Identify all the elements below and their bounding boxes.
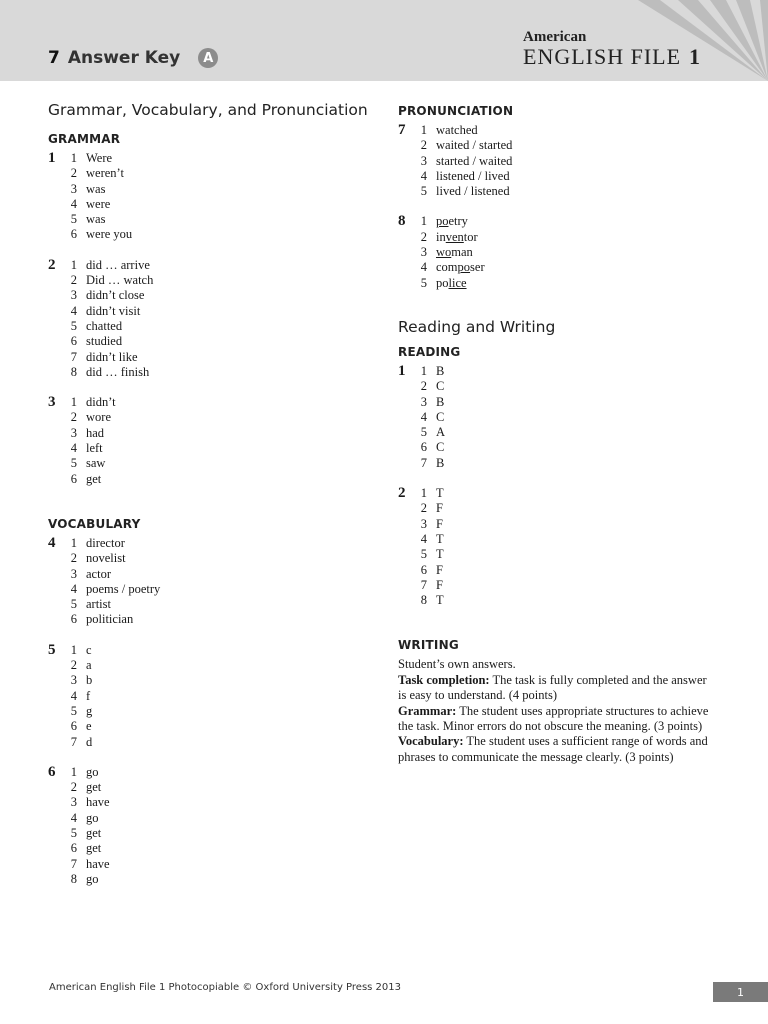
syllable-pre: com: [436, 260, 458, 275]
item-answer: were: [86, 196, 111, 211]
item-answer: go: [86, 871, 99, 886]
stressed-syllable: po: [436, 214, 449, 229]
item-answer: didn’t close: [86, 288, 145, 303]
answer-item: [413, 486, 728, 501]
answer-item: [63, 582, 368, 597]
answer-item: [63, 597, 368, 612]
grammar-text: The student uses appropriate structures to achieve the task. Minor errors do not obscure the meaning. (3 points): [398, 703, 709, 734]
answer-item: [413, 563, 728, 578]
answer-item: [413, 395, 728, 410]
answer-item: [63, 811, 368, 826]
item-number: 3: [420, 153, 427, 168]
reading-exercise-1: [398, 364, 728, 471]
item-number: 6: [70, 719, 77, 734]
answer-item: [63, 166, 368, 181]
item-answer: B: [436, 455, 445, 470]
item-answer: F: [436, 501, 443, 516]
item-answer: A: [436, 425, 446, 440]
item-answer: have: [86, 795, 110, 810]
item-answer: f: [86, 688, 91, 703]
answer-item: [63, 795, 368, 810]
item-number: 3: [70, 181, 77, 196]
item-number: 6: [70, 334, 77, 349]
answer-item: [63, 319, 368, 334]
item-number: 2: [420, 138, 427, 153]
answer-item: [63, 258, 368, 273]
answer-item: [413, 517, 728, 532]
brand-top: American: [523, 29, 587, 45]
item-number: 3: [70, 425, 77, 440]
vocab-label: Vocabulary:: [398, 734, 464, 749]
item-number: 6: [420, 562, 427, 577]
answer-item: [413, 169, 728, 184]
answer-item: [413, 364, 728, 379]
item-answer: did … finish: [86, 364, 150, 379]
item-answer: [436, 245, 473, 260]
item-number: 4: [420, 260, 427, 275]
item-number: 3: [420, 394, 427, 409]
syllable-post: etry: [448, 214, 468, 229]
item-number: 4: [70, 581, 77, 596]
item-number: 2: [70, 780, 77, 795]
answer-list: [63, 151, 368, 243]
item-answer: T: [436, 531, 444, 546]
answer-item: [63, 350, 368, 365]
answer-item: [413, 547, 728, 562]
item-number: 5: [70, 318, 77, 333]
item-answer: b: [86, 673, 93, 688]
item-number: 5: [420, 547, 427, 562]
item-number: 8: [420, 593, 427, 608]
version-badge: A: [198, 48, 218, 68]
item-answer: F: [436, 577, 443, 592]
item-number: 3: [420, 516, 427, 531]
page-footer: [49, 982, 401, 993]
vocabulary-criterion: [398, 734, 713, 765]
item-number: 3: [70, 566, 77, 581]
item-answer: artist: [86, 597, 111, 612]
item-answer: B: [436, 394, 445, 409]
exercise-4: [48, 536, 368, 628]
item-answer: [436, 260, 485, 275]
item-number: 1: [70, 257, 77, 272]
brand-main-text: ENGLISH FILE: [523, 44, 682, 69]
item-number: 2: [70, 166, 77, 181]
task-completion-criterion: [398, 673, 713, 704]
item-answer: c: [86, 642, 92, 657]
exercise-6: [48, 765, 368, 887]
answer-item: [63, 441, 368, 456]
answer-item: [413, 154, 728, 169]
exercise-5: [48, 643, 368, 750]
answer-item: [63, 689, 368, 704]
answer-item: [63, 197, 368, 212]
answer-list: [413, 123, 728, 199]
reading-exercise-2: [398, 486, 728, 608]
item-answer: get: [86, 471, 102, 486]
item-number: 5: [70, 825, 77, 840]
vocabulary-heading: VOCABULARY: [48, 516, 141, 531]
item-number: 2: [70, 410, 77, 425]
exercise-8: [398, 214, 728, 290]
item-number: 4: [420, 168, 427, 183]
answer-item: [63, 151, 368, 166]
item-number: 2: [420, 379, 427, 394]
item-answer: was: [86, 181, 106, 196]
item-number: 1: [420, 363, 427, 378]
exercise-number: 6: [48, 763, 56, 780]
answer-item: [63, 227, 368, 242]
item-number: 7: [420, 455, 427, 470]
answer-item: [63, 536, 368, 551]
item-answer: studied: [86, 334, 123, 349]
item-answer: were you: [86, 227, 133, 242]
stress-answer-list: [413, 214, 728, 290]
footer-copyright: Photocopiable © Oxford University Press 2013: [165, 982, 401, 993]
item-answer: g: [86, 703, 93, 718]
answer-list: [63, 395, 368, 487]
vocab-text: The student uses a sufficient range of words and phrases to communicate the message clearly. (3 points): [398, 734, 708, 764]
item-answer: watched: [436, 123, 478, 137]
item-number: 4: [70, 688, 77, 703]
item-answer: lived / listened: [436, 184, 510, 199]
section-title-gvp: Grammar, Vocabulary, and Pronunciation: [48, 101, 368, 119]
stressed-syllable: ven: [445, 229, 464, 244]
answer-item: [63, 765, 368, 780]
item-number: 1: [420, 123, 427, 137]
answer-item: [413, 379, 728, 394]
item-number: 1: [70, 535, 77, 550]
answer-key-title: Answer Key: [67, 48, 181, 68]
answer-item: [63, 567, 368, 582]
answer-item: [63, 826, 368, 841]
item-number: 7: [70, 734, 77, 749]
left-column: [48, 100, 368, 902]
answer-item: [63, 410, 368, 425]
answer-item: [63, 551, 368, 566]
item-number: 2: [70, 551, 77, 566]
grammar-label: Grammar:: [398, 703, 457, 718]
right-column: [398, 104, 728, 765]
item-answer: [436, 276, 467, 291]
item-answer: left: [86, 441, 103, 456]
item-number: 1: [70, 151, 77, 165]
item-answer: chatted: [86, 318, 123, 333]
answer-item: [63, 841, 368, 856]
answer-list: [63, 643, 368, 750]
item-answer: a: [86, 658, 92, 673]
page-number: 1: [713, 982, 768, 1002]
item-answer: was: [86, 212, 106, 227]
item-answer: get: [86, 841, 102, 856]
item-answer: F: [436, 562, 443, 577]
item-answer: [436, 214, 468, 229]
item-number: 2: [420, 229, 427, 244]
exercise-3: [48, 395, 368, 487]
item-number: 4: [70, 441, 77, 456]
grammar-heading: GRAMMAR: [48, 132, 121, 146]
item-number: 5: [70, 456, 77, 471]
answer-list: [63, 258, 368, 380]
grammar-criterion: [398, 704, 713, 735]
item-number: 1: [420, 486, 427, 501]
exercise-number: 5: [48, 641, 56, 658]
answer-item: [413, 184, 728, 199]
answer-item: [63, 704, 368, 719]
answer-item: [63, 735, 368, 750]
exercise-number: 4: [48, 534, 56, 551]
unit-number: 7: [48, 48, 60, 68]
pronunciation-heading: PRONUNCIATION: [398, 104, 514, 118]
item-number: 7: [420, 577, 427, 592]
exercise-number: 1: [398, 362, 406, 379]
exercise-number: 2: [398, 485, 406, 502]
item-number: 5: [420, 275, 427, 290]
answer-item: [63, 182, 368, 197]
answer-item: [63, 612, 368, 627]
item-number: 1: [420, 214, 427, 229]
item-answer: d: [86, 734, 93, 749]
item-number: 7: [70, 349, 77, 364]
item-number: 8: [70, 871, 77, 886]
item-number: 2: [70, 658, 77, 673]
exercise-number: 8: [398, 213, 406, 230]
item-number: 5: [420, 425, 427, 440]
stressed-syllable: wo: [436, 245, 452, 260]
item-answer: F: [436, 516, 443, 531]
answer-item: [63, 334, 368, 349]
item-answer: started / waited: [436, 153, 513, 168]
syllable-pre: in: [436, 229, 446, 244]
answer-item: [413, 230, 728, 245]
answer-item: [413, 501, 728, 516]
exercise-7: [398, 123, 728, 199]
answer-item: [63, 273, 368, 288]
item-number: 4: [70, 196, 77, 211]
answer-item: [63, 395, 368, 410]
item-answer: have: [86, 856, 110, 871]
item-answer: novelist: [86, 551, 126, 566]
item-number: 6: [70, 612, 77, 627]
item-answer: C: [436, 379, 445, 394]
exercise-number: 7: [398, 122, 406, 138]
item-answer: C: [436, 440, 445, 455]
answer-item: [413, 260, 728, 275]
item-answer: poems / poetry: [86, 581, 161, 596]
answer-item: [63, 288, 368, 303]
item-answer: C: [436, 409, 445, 424]
item-number: 6: [420, 440, 427, 455]
item-number: 7: [70, 856, 77, 871]
item-answer: T: [436, 593, 444, 608]
item-answer: go: [86, 810, 99, 825]
answer-item: [413, 245, 728, 260]
item-number: 6: [70, 227, 77, 242]
item-answer: director: [86, 535, 125, 550]
answer-list: [63, 536, 368, 628]
item-number: 1: [70, 764, 77, 779]
item-answer: didn’t: [86, 395, 116, 410]
item-answer: [436, 230, 478, 245]
item-answer: T: [436, 547, 444, 562]
item-number: 4: [70, 810, 77, 825]
item-number: 5: [70, 597, 77, 612]
item-answer: T: [436, 486, 444, 501]
answer-item: [63, 456, 368, 471]
item-number: 3: [70, 795, 77, 810]
item-number: 3: [70, 673, 77, 688]
item-answer: e: [86, 719, 92, 734]
answer-list: [413, 486, 728, 608]
answer-item: [63, 719, 368, 734]
answer-item: [413, 532, 728, 547]
item-number: 2: [70, 273, 77, 288]
item-answer: listened / lived: [436, 168, 510, 183]
item-number: 4: [70, 303, 77, 318]
item-number: 6: [70, 471, 77, 486]
answer-item: [413, 276, 728, 291]
answer-item: [413, 410, 728, 425]
item-number: 4: [420, 409, 427, 424]
unit-title: [48, 48, 218, 68]
answer-item: [63, 658, 368, 673]
item-answer: Were: [86, 151, 113, 165]
item-number: 3: [70, 288, 77, 303]
item-answer: saw: [86, 456, 106, 471]
task-label: Task completion:: [398, 672, 490, 687]
item-answer: did … arrive: [86, 257, 150, 272]
item-number: 2: [420, 501, 427, 516]
exercise-number: 3: [48, 394, 56, 411]
answer-item: [413, 456, 728, 471]
stressed-syllable: po: [457, 260, 471, 275]
item-answer: get: [86, 780, 102, 795]
item-number: 3: [420, 245, 427, 260]
exercise-2: [48, 258, 368, 380]
answer-list: [63, 765, 368, 887]
reading-heading: READING: [398, 344, 461, 359]
brand-main: [523, 45, 701, 69]
page-header: [0, 0, 768, 81]
answer-item: [413, 578, 728, 593]
answer-item: [413, 123, 728, 138]
answer-item: [63, 857, 368, 872]
item-number: 4: [420, 531, 427, 546]
exercise-number: 2: [48, 256, 56, 273]
syllable-post: tor: [463, 229, 478, 244]
item-answer: weren’t: [86, 166, 124, 181]
answer-item: [63, 780, 368, 795]
item-number: 5: [70, 703, 77, 718]
item-answer: waited / started: [436, 138, 513, 153]
item-answer: get: [86, 825, 102, 840]
item-answer: actor: [86, 566, 111, 581]
stressed-syllable: lice: [448, 275, 467, 290]
brand-level: 1: [689, 44, 702, 69]
brand-logo: [523, 30, 701, 69]
item-number: 1: [70, 395, 77, 410]
item-answer: didn’t like: [86, 349, 138, 364]
item-number: 8: [70, 364, 77, 379]
exercise-1: [48, 151, 368, 243]
answer-item: [63, 673, 368, 688]
item-answer: B: [436, 363, 445, 378]
item-answer: wore: [86, 410, 111, 425]
task-text: The task is fully completed and the answer is easy to understand. (4 points): [398, 672, 707, 703]
item-number: 5: [70, 212, 77, 227]
writing-heading: WRITING: [398, 638, 459, 653]
answer-item: [63, 872, 368, 887]
answer-item: [63, 304, 368, 319]
item-answer: politician: [86, 612, 134, 627]
syllable-pre: po: [436, 275, 449, 290]
answer-item: [63, 212, 368, 227]
answer-item: [63, 365, 368, 380]
answer-item: [413, 138, 728, 153]
answer-list: [413, 364, 728, 471]
syllable-post: ser: [470, 260, 485, 275]
item-number: 5: [420, 184, 427, 199]
answer-item: [413, 214, 728, 229]
section-title-rw: Reading and Writing: [398, 317, 556, 336]
syllable-post: man: [451, 245, 473, 260]
item-answer: go: [86, 764, 99, 779]
item-answer: had: [86, 425, 105, 440]
answer-item: [413, 425, 728, 440]
item-answer: didn’t visit: [86, 303, 141, 318]
answer-item: [63, 472, 368, 487]
exercise-number: 1: [48, 150, 56, 166]
answer-item: [413, 593, 728, 608]
writing-intro: Student’s own answers.: [398, 657, 516, 672]
footer-book-title: American English File 1: [49, 982, 166, 993]
answer-item: [413, 440, 728, 455]
item-number: 1: [70, 642, 77, 657]
item-answer: Did … watch: [86, 273, 154, 288]
item-number: 6: [70, 841, 77, 856]
answer-item: [63, 643, 368, 658]
answer-item: [63, 426, 368, 441]
writing-criteria: [398, 657, 713, 765]
